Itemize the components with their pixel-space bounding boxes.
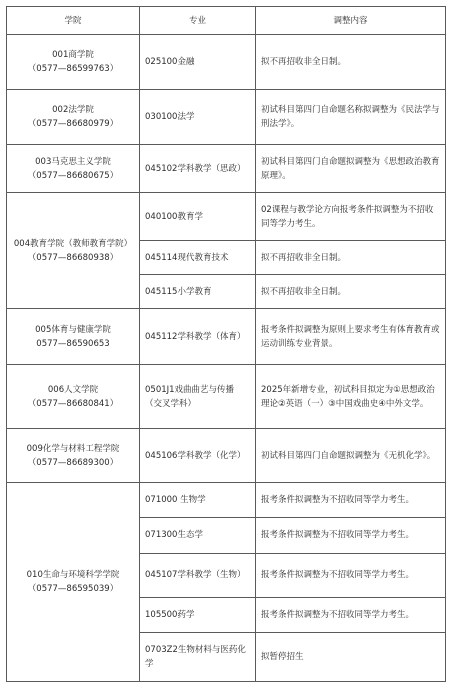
content-cell: 报考条件拟调整为不招收同等学力考生。 — [256, 598, 446, 633]
school-phone: （0577—86680979） — [27, 118, 119, 129]
table-row — [7, 35, 446, 90]
school-phone: （0577—86680938） — [27, 252, 119, 263]
adjustment-table — [6, 6, 446, 682]
major-cell: 025100金融 — [140, 35, 256, 90]
major-cell: 045115小学教育 — [140, 275, 256, 309]
school-name: 003马克思主义学院 — [35, 156, 111, 167]
table-row — [7, 193, 446, 241]
school-name: 004教育学院（教师教育学院） — [13, 238, 133, 249]
school-name: 006人文学院 — [47, 384, 99, 395]
major-cell: 0501J1戏曲曲艺与传播（交叉学科） — [140, 365, 256, 429]
school-cell — [7, 429, 140, 483]
table-row — [7, 309, 446, 365]
school-cell — [7, 309, 140, 365]
major-cell: 071300生态学 — [140, 518, 256, 553]
content-cell: 拟暂停招生 — [256, 633, 446, 682]
school-phone: （0577—86680841） — [27, 398, 119, 409]
school-phone: （0577—86689300） — [27, 457, 119, 468]
major-cell: 045106学科教学（化学） — [140, 429, 256, 483]
header-major: 专业 — [140, 7, 256, 35]
content-cell: 报考条件拟调整为不招收同等学力考生。 — [256, 483, 446, 518]
school-name: 010生命与环境科学学院 — [26, 570, 120, 581]
content-cell: 拟不再招收非全日制。 — [256, 275, 446, 309]
school-cell — [7, 144, 140, 193]
content-cell: 报考条件拟调整为不招收同等学力考生。 — [256, 553, 446, 598]
content-cell: 2025年新增专业，初试科目拟定为①思想政治理论②英语（一）③中国戏曲史④中外文学。 — [256, 365, 446, 429]
major-cell: 045102学科教学（思政） — [140, 144, 256, 193]
content-cell: 初试科目第四门自命题名称拟调整为《民法学与刑法学》。 — [256, 89, 446, 144]
major-cell: 071000 生物学 — [140, 483, 256, 518]
major-cell: 030100法学 — [140, 89, 256, 144]
major-cell: 045107学科教学（生物） — [140, 553, 256, 598]
table-row — [7, 144, 446, 193]
school-phone: （0577—86595039） — [27, 584, 119, 595]
content-cell: 初试科目第四门自命题拟调整为《无机化学》。 — [256, 429, 446, 483]
table-row — [7, 483, 446, 518]
school-phone: （0577—86680675） — [27, 170, 119, 181]
school-cell — [7, 193, 140, 309]
content-cell: 拟不再招收非全日制。 — [256, 35, 446, 90]
school-cell — [7, 89, 140, 144]
major-cell: 0703Z2生物材料与医药化学 — [140, 633, 256, 682]
header-school: 学院 — [7, 7, 140, 35]
school-name: 009化学与材料工程学院 — [26, 443, 120, 454]
school-cell — [7, 365, 140, 429]
school-name: 005体育与健康学院 — [35, 324, 111, 335]
table-row — [7, 89, 446, 144]
content-cell: 报考条件拟调整为原则上要求考生有体育教育或运动训练专业背景。 — [256, 309, 446, 365]
major-cell: 045114现代教育技术 — [140, 240, 256, 274]
table-header-row — [7, 7, 446, 35]
major-cell: 040100教育学 — [140, 193, 256, 241]
school-name: 002法学院 — [52, 104, 94, 115]
school-phone: 0577—86590653 — [36, 338, 110, 349]
school-name: 001商学院 — [52, 49, 94, 60]
content-cell: 02课程与教学论方向报考条件拟调整为不招收同等学力考生。 — [256, 193, 446, 241]
school-cell — [7, 483, 140, 682]
school-phone: （0577—86599763） — [27, 63, 119, 74]
content-cell: 报考条件拟调整为不招收同等学力考生。 — [256, 518, 446, 553]
major-cell: 105500药学 — [140, 598, 256, 633]
table-row — [7, 429, 446, 483]
content-cell: 初试科目第四门自命题拟调整为《思想政治教育原理》。 — [256, 144, 446, 193]
header-content: 调整内容 — [256, 7, 446, 35]
school-cell — [7, 35, 140, 90]
content-cell: 拟不再招收非全日制。 — [256, 240, 446, 274]
major-cell: 045112学科教学（体育） — [140, 309, 256, 365]
table-row — [7, 365, 446, 429]
